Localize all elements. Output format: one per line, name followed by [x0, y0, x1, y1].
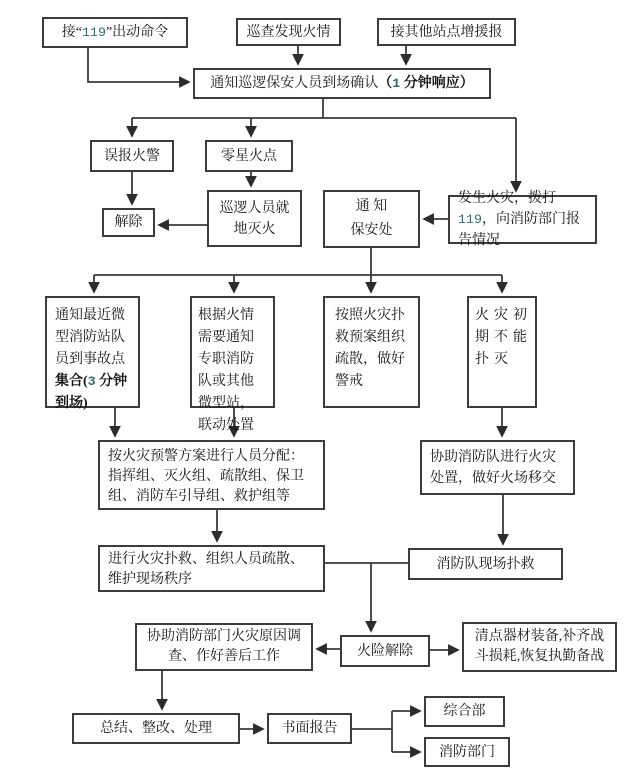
node-notify-security: 通 知 保安处	[323, 190, 420, 248]
node-cmd119: 接“119”出动命令	[42, 17, 188, 48]
node-firefight-evacuate: 进行火灾扑救、组织人员疏散、维护现场秩序	[98, 545, 325, 592]
node-patrol-found: 巡查发现火情	[236, 18, 341, 46]
node-danger-cleared: 火险解除	[340, 635, 430, 667]
node-scattered-fire: 零星火点	[205, 140, 293, 172]
node-assist-investigation: 协助消防部门火灾原因调查、作好善后工作	[135, 623, 313, 671]
node-patrol-extinguish: 巡逻人员就地灭火	[207, 190, 302, 247]
node-notify-professional: 根据火情需要通知专职消防队或其他微型站，联动处置	[190, 296, 275, 408]
node-brigade-onsite: 消防队现场扑救	[408, 548, 563, 580]
node-general-dept: 综合部	[424, 696, 505, 727]
node-other-station: 接其他站点增援报	[377, 18, 516, 46]
node-notify-confirm: 通知巡逻保安人员到场确认（1 分钟响应）	[193, 68, 491, 99]
node-summary: 总结、整改、处理	[72, 713, 240, 744]
node-fire-call119: 发生火灾，拨打 119，向消防部门报告情况	[448, 195, 597, 244]
node-fire-not-extinguished: 火灾初期不能扑灭	[467, 296, 537, 408]
node-false-alarm: 误报火警	[90, 140, 174, 172]
node-assign-personnel: 按火灾预警方案进行人员分配：指挥组、灭火组、疏散组、保卫组、消防车引导组、救护组等	[98, 440, 325, 510]
node-inventory-restore: 清点器材装备,补齐战斗损耗,恢复执勤备战	[462, 622, 617, 672]
node-written-report: 书面报告	[267, 713, 352, 744]
node-fire-dept: 消防部门	[424, 737, 510, 767]
node-notify-micro-station: 通知最近微型消防站队员到事故点集合(3 分钟到场)	[45, 296, 140, 408]
node-dismiss: 解除	[102, 208, 155, 237]
node-assist-fire-brigade: 协助消防队进行火灾处置，做好火场移交	[420, 440, 575, 495]
node-evacuate-organize: 按照火灾扑救预案组织疏散，做好警戒	[323, 296, 420, 408]
